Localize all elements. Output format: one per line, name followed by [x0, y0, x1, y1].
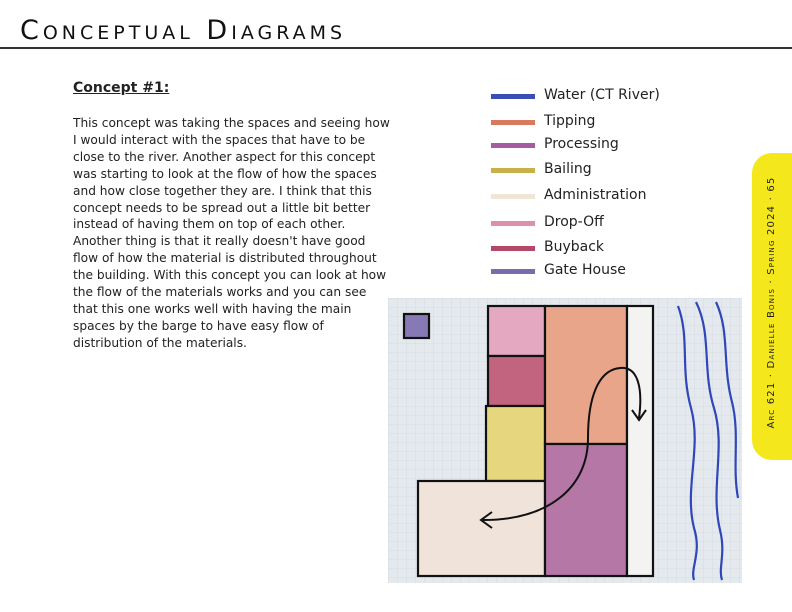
buyback-block	[488, 356, 545, 406]
page-title: Conceptual Diagrams	[20, 15, 347, 46]
legend-item-processing	[490, 135, 690, 155]
legend-label-processing: Processing	[544, 136, 619, 152]
legend-label-water: Water (CT River)	[544, 87, 660, 103]
legend-swatch-drop-off	[491, 221, 535, 226]
legend-label-administration: Administration	[544, 187, 647, 203]
legend-item-tipping	[490, 112, 690, 132]
side-tab	[752, 153, 792, 460]
tipping-block	[545, 306, 627, 444]
concept-description: This concept was taking the spaces and seeing how I would interact with the spaces that have to be close to the river. Another aspect for this concept was starting to look at the flow of how the spaces and how close together they are. I think that this concept needs to be spread out a little bit better instead of having them on top of each other. Another thing is that it really doesn't have good flow of how the material is distributed throughout the building. With this concept you can look at how the flow of the materials works and you can see that this one works well with having the main spaces by the barge to have easy flow of distribution of the materials.	[73, 116, 390, 350]
legend-swatch-buyback	[491, 246, 535, 251]
legend-label-tipping: Tipping	[544, 113, 596, 129]
course-info-text: Arc 621 · Danielle Bonis · Spring 2024 · 65	[766, 176, 777, 429]
legend-item-administration	[490, 186, 690, 206]
legend-swatch-gate-house	[491, 269, 535, 274]
processing-block	[545, 444, 627, 576]
legend-label-gate-house: Gate House	[544, 262, 626, 278]
legend-label-drop-off: Drop-Off	[544, 214, 604, 230]
legend-swatch-water	[491, 94, 535, 99]
legend-item-drop-off	[490, 213, 690, 233]
drop-off-block	[488, 306, 545, 356]
legend-swatch-administration	[491, 194, 535, 199]
legend-swatch-tipping	[491, 120, 535, 125]
legend-label-bailing: Bailing	[544, 161, 592, 177]
administration-block	[418, 481, 545, 576]
legend-label-buyback: Buyback	[544, 239, 605, 255]
concept-sketch	[388, 298, 742, 583]
legend-swatch-bailing	[491, 168, 535, 173]
gate-house-block	[404, 314, 429, 338]
legend-item-gate-house	[490, 261, 690, 281]
legend-swatch-processing	[491, 143, 535, 148]
legend-item-water	[490, 86, 690, 106]
concept-heading: Concept #1:	[73, 80, 170, 96]
legend-item-buyback	[490, 238, 690, 258]
barge-strip	[627, 306, 653, 576]
bailing-block	[486, 406, 545, 481]
legend-item-bailing	[490, 160, 690, 180]
title-divider	[0, 47, 792, 49]
